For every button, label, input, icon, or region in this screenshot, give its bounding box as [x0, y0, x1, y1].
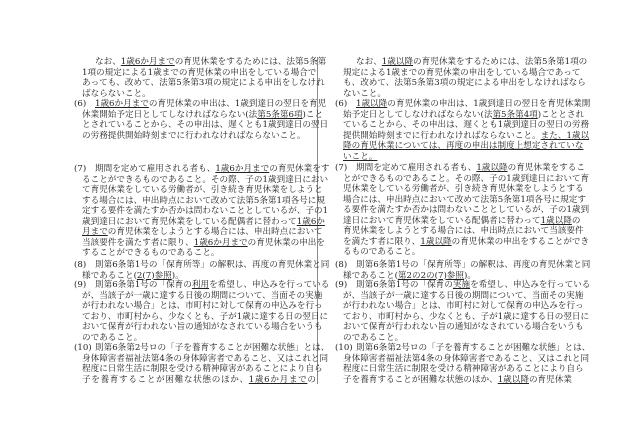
text-segment: の育児休業の申出は、1歳到達日の翌日を育児休業開 — [387, 99, 591, 109]
text-segment: も、改めて、法第5条第3項の規定による申出をしなければなら — [343, 78, 586, 88]
text-segment: 則第6条第2号ロの「子を養育することが困難な状態」とは、 — [95, 343, 330, 353]
text-segment: るものであること。 — [343, 247, 421, 257]
text-segment: が行われない場合」とは、市町村に対して保育の申込みを行っ — [82, 301, 323, 311]
text-segment: 期間を定めて雇用される者も、 — [356, 163, 477, 173]
paragraph-number: (6) — [74, 99, 87, 109]
paragraph — [74, 280, 330, 343]
text-line — [343, 333, 571, 344]
text-segment: る要件を満たすか否かは問わないこととしているが、子の1歳到 — [343, 205, 590, 215]
underlined-revision-text: 1歳6か月まで — [215, 164, 270, 174]
text-segment: 子を養育することが困難な状態のほか、 — [343, 374, 498, 385]
text-segment: 育児休業をしようとする場合には、申出時点において当該要件 — [343, 226, 584, 236]
underlined-revision-text: 降の育児休業については、再度の申出は制度上想定されていな — [343, 141, 584, 151]
text-line — [343, 120, 590, 131]
text-line — [82, 131, 316, 142]
text-segment: 則第6条第2号ロの「子を養育することが困難な状態」とは、 — [356, 343, 591, 353]
text-segment: 場合には、申出時点において改めて法第5条第1項各号に規定す — [343, 194, 586, 205]
text-line — [82, 195, 325, 207]
text-segment: 当該要件を満たす者に限り、 — [82, 237, 194, 248]
paragraph-number: (9) — [74, 280, 87, 290]
text-segment: を希望し、申込みを行っている — [209, 280, 330, 290]
underlined-revision-text: 1歳以降 — [476, 163, 508, 173]
text-line — [82, 89, 316, 100]
text-line — [343, 247, 571, 258]
text-line — [82, 333, 316, 344]
underlined-revision-text: また、1歳以 — [540, 130, 590, 141]
underlined-revision-text: 1歳以降 — [540, 215, 572, 226]
paragraph-number: (8) — [335, 260, 348, 270]
text-segment: なお、 — [356, 57, 382, 67]
text-line — [82, 120, 329, 131]
text-segment: 身体障害者福祉法第4条の身体障害者であること、又はこれと同 — [82, 353, 329, 364]
text-line — [82, 185, 323, 196]
text-line — [343, 184, 584, 195]
text-segment: )。 — [171, 270, 184, 281]
text-segment: 則第6条第1号の「保育の — [95, 280, 192, 290]
text-segment: のであること。 — [343, 332, 404, 343]
text-segment: のであること。 — [82, 332, 143, 343]
underlined-revision-text: 1歳以降 — [381, 57, 414, 67]
text-line — [343, 109, 585, 121]
text-segment: の育児休業をするためには、法第5条第1項の — [413, 57, 588, 67]
text-segment: の育児休業をす — [269, 164, 330, 174]
text-segment: なお、 — [95, 57, 121, 67]
text-segment: することができるものであること。 — [82, 248, 220, 258]
underlined-revision-text: 2(7)参照 — [136, 270, 172, 281]
text-line — [343, 67, 581, 79]
text-line — [82, 311, 329, 323]
text-segment: )。 — [464, 270, 476, 281]
text-line — [82, 248, 316, 259]
text-segment: ばならないこと。 — [82, 88, 151, 99]
text-line — [82, 301, 323, 312]
text-line — [343, 99, 591, 110]
text-line — [343, 290, 584, 302]
text-line — [343, 152, 571, 163]
paragraph — [74, 164, 330, 259]
text-line — [343, 301, 584, 312]
text-segment: ており、市町村から、少なくとも、子が1歳に達する日の翌日に — [343, 311, 590, 322]
paragraph-number: (7) — [335, 163, 348, 173]
text-line — [82, 109, 324, 121]
text-line — [82, 364, 323, 375]
text-segment: て育児休業をしている労働者が、引き続き育児休業をしようと — [82, 185, 323, 195]
text-line — [343, 205, 590, 216]
text-segment: あっても、改めて、法第5条第3項の規定による申出をしなけれ — [82, 78, 325, 88]
text-segment: おいて保育が行われない旨の通知がなされている場合をいうも — [343, 322, 584, 332]
text-line — [343, 280, 591, 291]
paragraph — [74, 260, 330, 281]
paragraph — [343, 57, 588, 99]
paragraph — [335, 343, 591, 385]
text-line — [82, 290, 323, 302]
text-line — [82, 260, 330, 271]
text-segment: 休業開始予定日としてしなければならない(法 — [82, 109, 258, 120]
text-segment: 歳到達日において育児休業をしている配偶者に替わって — [82, 216, 297, 227]
text-segment: の — [307, 374, 316, 385]
text-segment: 規定による1歳までの育児休業の申出をしている場合であって — [343, 67, 581, 78]
text-segment: とができるものであること。その際、子の1歳到達日において育 — [343, 173, 590, 184]
text-segment: が行われない場合」とは、市町村に対して保育の申込みを行っ — [343, 301, 584, 311]
text-line — [343, 215, 581, 227]
text-line — [82, 322, 323, 333]
text-segment: を満たす者に限り、 — [343, 236, 421, 247]
underlined-revision-text: 1歳以降 — [497, 374, 529, 385]
underlined-revision-text: 1歳6か — [296, 216, 325, 227]
text-segment: 始予定日としてしなければならない(法 — [343, 109, 493, 120]
text-segment: )こと — [302, 109, 324, 120]
text-segment: 程度に日常生活に制限を受ける精神障害があることにより自ら — [82, 364, 323, 374]
text-segment: ていることから、その申出は、遅くとも1歳到達日の翌日の労務 — [343, 120, 590, 130]
underlined-revision-text: 月まで — [82, 227, 108, 237]
text-segment: 提供開始時刻までに行われなければならないこと。 — [343, 130, 541, 141]
text-line — [343, 311, 590, 323]
text-line — [82, 375, 316, 386]
text-line — [343, 194, 586, 206]
text-segment: を希望し、申込みを行っている — [470, 280, 591, 290]
text-line — [82, 57, 327, 68]
text-line — [343, 130, 590, 142]
text-segment: の労務提供開始時刻までに行われなければならないこと。 — [82, 130, 306, 141]
text-line — [82, 99, 327, 110]
text-segment: が、当該子が一歳に達する日後の期間について、当面その実施 — [82, 290, 323, 301]
text-segment: おいて保育が行われない旨の通知がなされている場合をいうも — [82, 322, 323, 332]
text-segment: ており、市町村から、少なくとも、子が1歳に達する日の翌日に — [82, 311, 329, 322]
text-segment: 児休業をしている労働者が、引き続き育児休業をしようとする — [343, 184, 584, 194]
underlined-revision-text: 実施 — [452, 280, 471, 290]
text-segment: の育児休業の申出をすることができ — [451, 236, 590, 247]
text-line — [82, 174, 329, 186]
text-segment: する場合には、申出時点において改めて法第5条第1項各号に規 — [82, 195, 325, 206]
paragraph-number: (8) — [74, 260, 87, 270]
paragraph-number: (9) — [335, 280, 348, 290]
underlined-revision-text: 利用 — [191, 280, 210, 290]
paragraph — [335, 280, 591, 343]
text-line — [343, 78, 586, 89]
text-segment: 定する要件を満たすか否かは問わないこととしているが、子の1 — [82, 206, 329, 216]
paragraph — [335, 163, 590, 258]
text-segment: ないこと。 — [343, 88, 386, 99]
text-segment: 身体障害者福祉法第4条の身体障害者であること、又はこれと同 — [343, 353, 590, 364]
underlined-revision-text: 1歳6か月まで — [193, 237, 248, 248]
paragraph-number: (7) — [74, 164, 87, 174]
paragraph — [335, 99, 591, 162]
text-line — [82, 237, 325, 249]
text-line — [343, 89, 571, 100]
text-segment: 則第6条第1号の「保育の — [356, 280, 453, 290]
underlined-revision-text: 1歳6か月まで — [248, 374, 308, 385]
text-segment: 1項の規定による1歳までの育児休業の申出をしている場合で — [82, 67, 317, 78]
text-segment: が、当該子が一歳に達する日後の期間について、当面その実施 — [343, 290, 584, 301]
text-segment: ることができるものであること。その際、子の1歳到達日におい — [82, 174, 329, 185]
text-line — [343, 375, 571, 386]
text-line — [82, 227, 323, 238]
underlined-revision-text: 第2の2の(7)参照 — [397, 270, 464, 281]
underlined-revision-text: 第5条第6項 — [257, 109, 303, 120]
text-line — [343, 322, 584, 333]
text-segment: の育児休業をするこ — [507, 163, 585, 173]
text-line — [82, 206, 329, 217]
text-segment: の育児休業をするためには、法第5条第 — [174, 57, 327, 67]
text-segment: )こととされ — [537, 109, 585, 120]
paragraph — [74, 99, 329, 141]
text-line — [343, 364, 584, 375]
text-segment: の育児休業 — [528, 374, 572, 385]
text-line — [343, 343, 591, 354]
paragraph — [335, 260, 591, 281]
text-line — [82, 164, 330, 175]
paragraph-number: (10) — [74, 343, 92, 353]
underlined-revision-text: 第5条第4項 — [492, 109, 538, 120]
text-segment: の育児休業をしようとする場合には、申出時点において — [107, 227, 323, 237]
text-segment: の — [571, 215, 581, 226]
underlined-revision-text: いこと。 — [343, 151, 378, 162]
text-line — [343, 163, 585, 174]
underlined-revision-text: 1歳6か月まで — [95, 99, 149, 109]
paragraph-number: (6) — [335, 99, 348, 109]
text-line — [343, 173, 590, 185]
text-segment: 則第6条第1号の「保育所等」の解釈は、再度の育児休業と同 — [95, 260, 330, 270]
text-segment: 様であること( — [82, 270, 137, 281]
text-segment: 則第6条第1号の「保育所等」の解釈は、再度の育児休業と同 — [356, 260, 591, 270]
text-segment: 達日において育児休業をしている配偶者に替わって — [343, 215, 541, 226]
text-line — [82, 280, 330, 291]
underlined-revision-text: 1歳6か月まで — [120, 57, 175, 67]
text-line — [82, 216, 325, 228]
paragraph — [74, 343, 330, 385]
paragraph-number: (10) — [335, 343, 353, 353]
text-line — [82, 68, 316, 79]
underlined-revision-text: 1歳以降 — [420, 236, 452, 247]
text-segment: とされていることから、その申出は、遅くとも1歳到達日の翌日 — [82, 120, 329, 130]
text-segment: の育児休業の申出を — [247, 237, 325, 248]
text-line — [82, 343, 330, 354]
text-line — [343, 260, 591, 271]
text-segment: 様であること( — [343, 270, 398, 281]
paragraph — [82, 57, 327, 99]
text-line — [82, 78, 325, 89]
text-segment: 程度に日常生活に制限を受ける精神障害があることにより自ら — [343, 364, 584, 374]
text-line — [343, 141, 584, 152]
text-segment: 子を養育することが困難な状態のほか、 — [82, 374, 249, 385]
text-segment: の育児休業の申出は、1歳到達日の翌日を育児 — [148, 99, 327, 109]
text-line — [82, 353, 329, 365]
text-line — [343, 57, 588, 68]
underlined-revision-text: 1歳以降 — [356, 99, 388, 109]
text-line — [343, 236, 590, 248]
text-segment: 期間を定めて雇用される者も、 — [95, 164, 216, 174]
text-line — [343, 353, 590, 365]
text-line — [343, 226, 584, 237]
